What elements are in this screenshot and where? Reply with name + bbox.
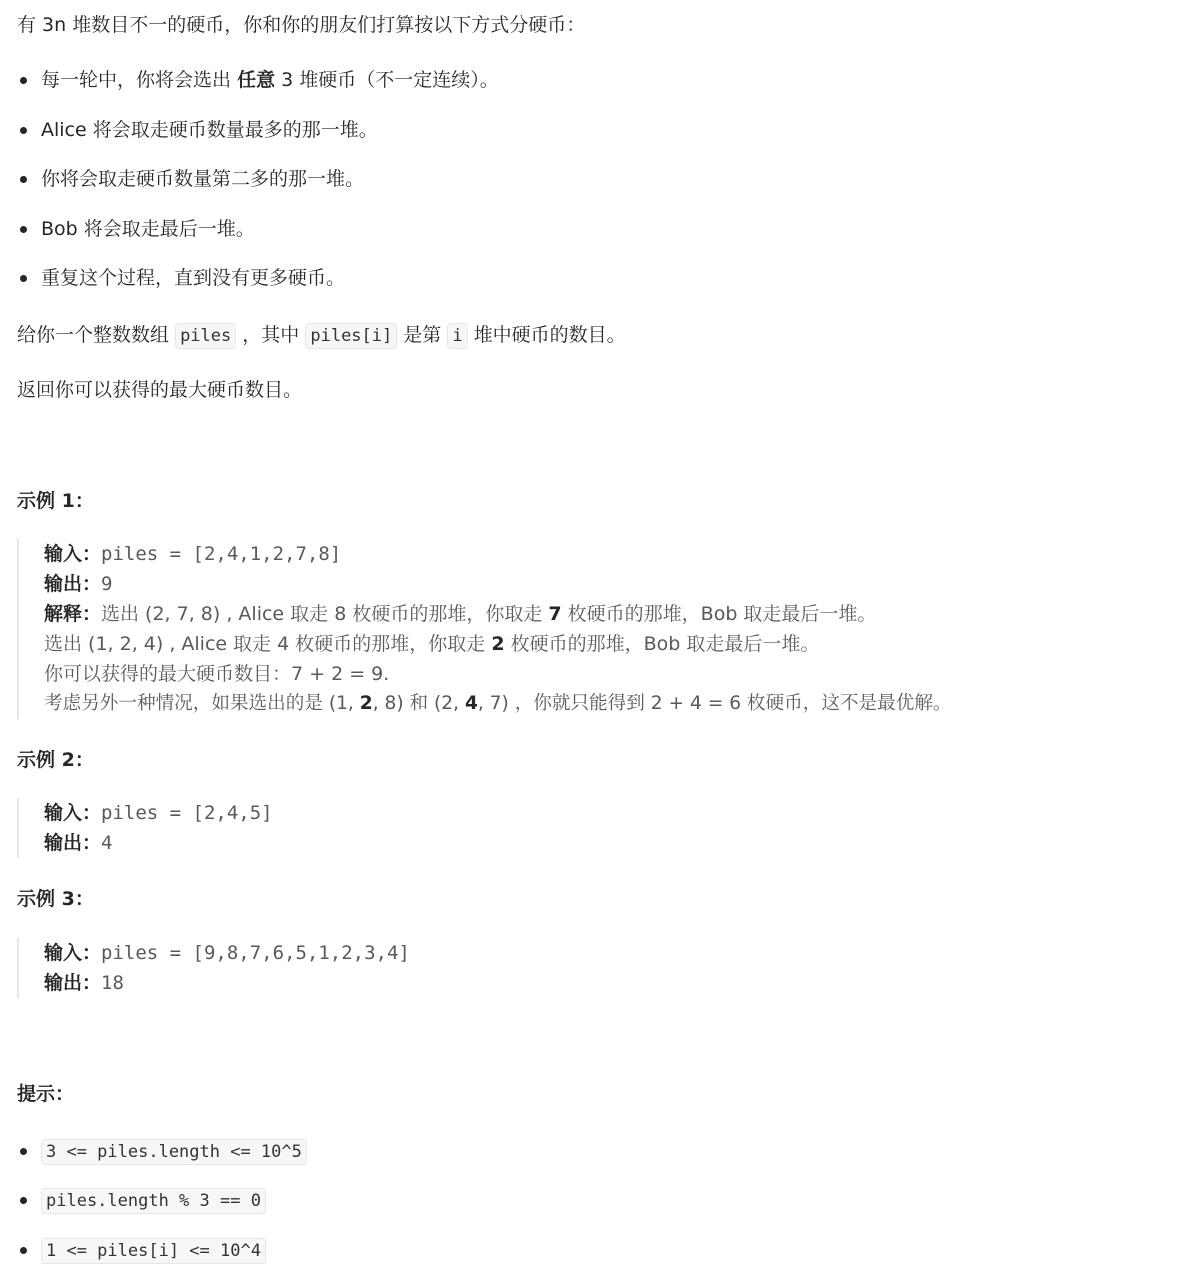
explain-4-d: , 7) ，你就只能得到 2 + 4 = 6 枚硬币，这不是最优解。 <box>477 693 952 714</box>
input-label: 输入： <box>44 543 102 565</box>
bullet <box>20 127 27 134</box>
bullet <box>20 77 27 84</box>
explain-4-bold-1: 2 <box>359 693 373 714</box>
example-2-output-line <box>44 828 112 858</box>
explain-1-b: 枚硬币的那堆，Bob 取走最后一堆。 <box>567 603 877 625</box>
example-1-explain-line-1 <box>44 599 876 629</box>
hint-code-2: piles.length % 3 == 0 <box>41 1188 266 1214</box>
given-paragraph <box>17 320 626 350</box>
example-3-quote-bar <box>17 938 19 998</box>
rule-1-pre: 每一轮中，你将会选出 <box>41 69 232 91</box>
hint-item-1 <box>41 1136 307 1166</box>
inline-code-piles-i: piles[i] <box>305 323 397 349</box>
explain-4-bold-2: 4 <box>464 693 478 714</box>
hint-item-3 <box>41 1235 266 1265</box>
rule-item-4: Bob 将会取走最后一堆。 <box>41 218 255 240</box>
rule-1-post: 3 堆硬币（不一定连续）。 <box>281 69 499 91</box>
example-1-explain-line-3: 你可以获得的最大硬币数目：7 + 2 = 9. <box>44 663 390 685</box>
bullet <box>20 226 27 233</box>
explain-4-c: , 8) 和 (2, <box>372 693 460 714</box>
rule-item-1 <box>41 65 499 95</box>
return-text: 返回你可以获得的最大硬币数目。 <box>17 379 303 401</box>
bullet <box>20 1197 27 1204</box>
given-text-1: 给你一个整数数组 <box>17 324 170 346</box>
bullet <box>20 1247 27 1254</box>
rule-1-bold: 任意 <box>237 69 276 91</box>
example-2-input: piles = [2,4,5] <box>101 802 273 824</box>
example-1-input: piles = [2,4,1,2,7,8] <box>101 543 342 565</box>
input-label: 输入： <box>44 942 102 964</box>
hint-code-1: 3 <= piles.length <= 10^5 <box>41 1139 307 1165</box>
example-1-quote-bar <box>17 539 19 719</box>
hint-item-2 <box>41 1185 266 1215</box>
hints-heading: 提示： <box>17 1083 75 1105</box>
bullet <box>20 176 27 183</box>
explain-2-bold: 2 <box>491 633 505 655</box>
example-1-output: 9 <box>101 573 113 595</box>
inline-code-i: i <box>447 323 467 349</box>
inline-code-piles: piles <box>175 323 236 349</box>
example-2-input-line <box>44 798 273 828</box>
example-1-input-line <box>44 539 341 569</box>
bullet <box>20 275 27 282</box>
given-text-2: ，其中 <box>242 324 300 346</box>
hint-code-3: 1 <= piles[i] <= 10^4 <box>41 1238 266 1264</box>
example-3-input-line <box>44 938 410 968</box>
intro-text: 有 3n 堆数目不一的硬币，你和你的朋友们打算按以下方式分硬币： <box>17 14 586 36</box>
example-1-heading: 示例 1： <box>17 490 94 512</box>
example-2-quote-bar <box>17 798 19 858</box>
explain-4-a: 考虑另外一种情况，如果选出的是 (1, <box>44 693 354 714</box>
input-label: 输入： <box>44 802 102 824</box>
explain-2-b: 枚硬币的那堆，Bob 取走最后一堆。 <box>510 633 820 655</box>
rule-item-2: Alice 将会取走硬币数量最多的那一堆。 <box>41 119 378 141</box>
rule-item-5: 重复这个过程，直到没有更多硬币。 <box>41 267 346 289</box>
example-2-output: 4 <box>101 832 113 854</box>
bullet <box>20 1148 27 1155</box>
example-3-input: piles = [9,8,7,6,5,1,2,3,4] <box>101 942 410 964</box>
example-1-explain-line-4 <box>44 689 952 719</box>
example-2-heading: 示例 2： <box>17 749 94 771</box>
rule-item-3: 你将会取走硬币数量第二多的那一堆。 <box>41 168 365 190</box>
output-label: 输出： <box>44 972 102 994</box>
explain-2-a: 选出 (1, 2, 4) , Alice 取走 4 枚硬币的那堆，你取走 <box>44 633 486 655</box>
example-3-output: 18 <box>101 972 124 994</box>
example-1-explain-line-2 <box>44 629 819 659</box>
explain-1-a: 选出 (2, 7, 8) , Alice 取走 8 枚硬币的那堆，你取走 <box>101 603 543 625</box>
example-3-heading: 示例 3： <box>17 888 94 910</box>
example-1-output-line <box>44 569 112 599</box>
given-text-4: 堆中硬币的数目。 <box>473 324 626 346</box>
explain-label: 解释： <box>44 603 102 625</box>
example-3-output-line <box>44 968 124 998</box>
output-label: 输出： <box>44 832 102 854</box>
given-text-3: 是第 <box>403 324 442 346</box>
explain-1-bold: 7 <box>548 603 562 625</box>
output-label: 输出： <box>44 573 102 595</box>
